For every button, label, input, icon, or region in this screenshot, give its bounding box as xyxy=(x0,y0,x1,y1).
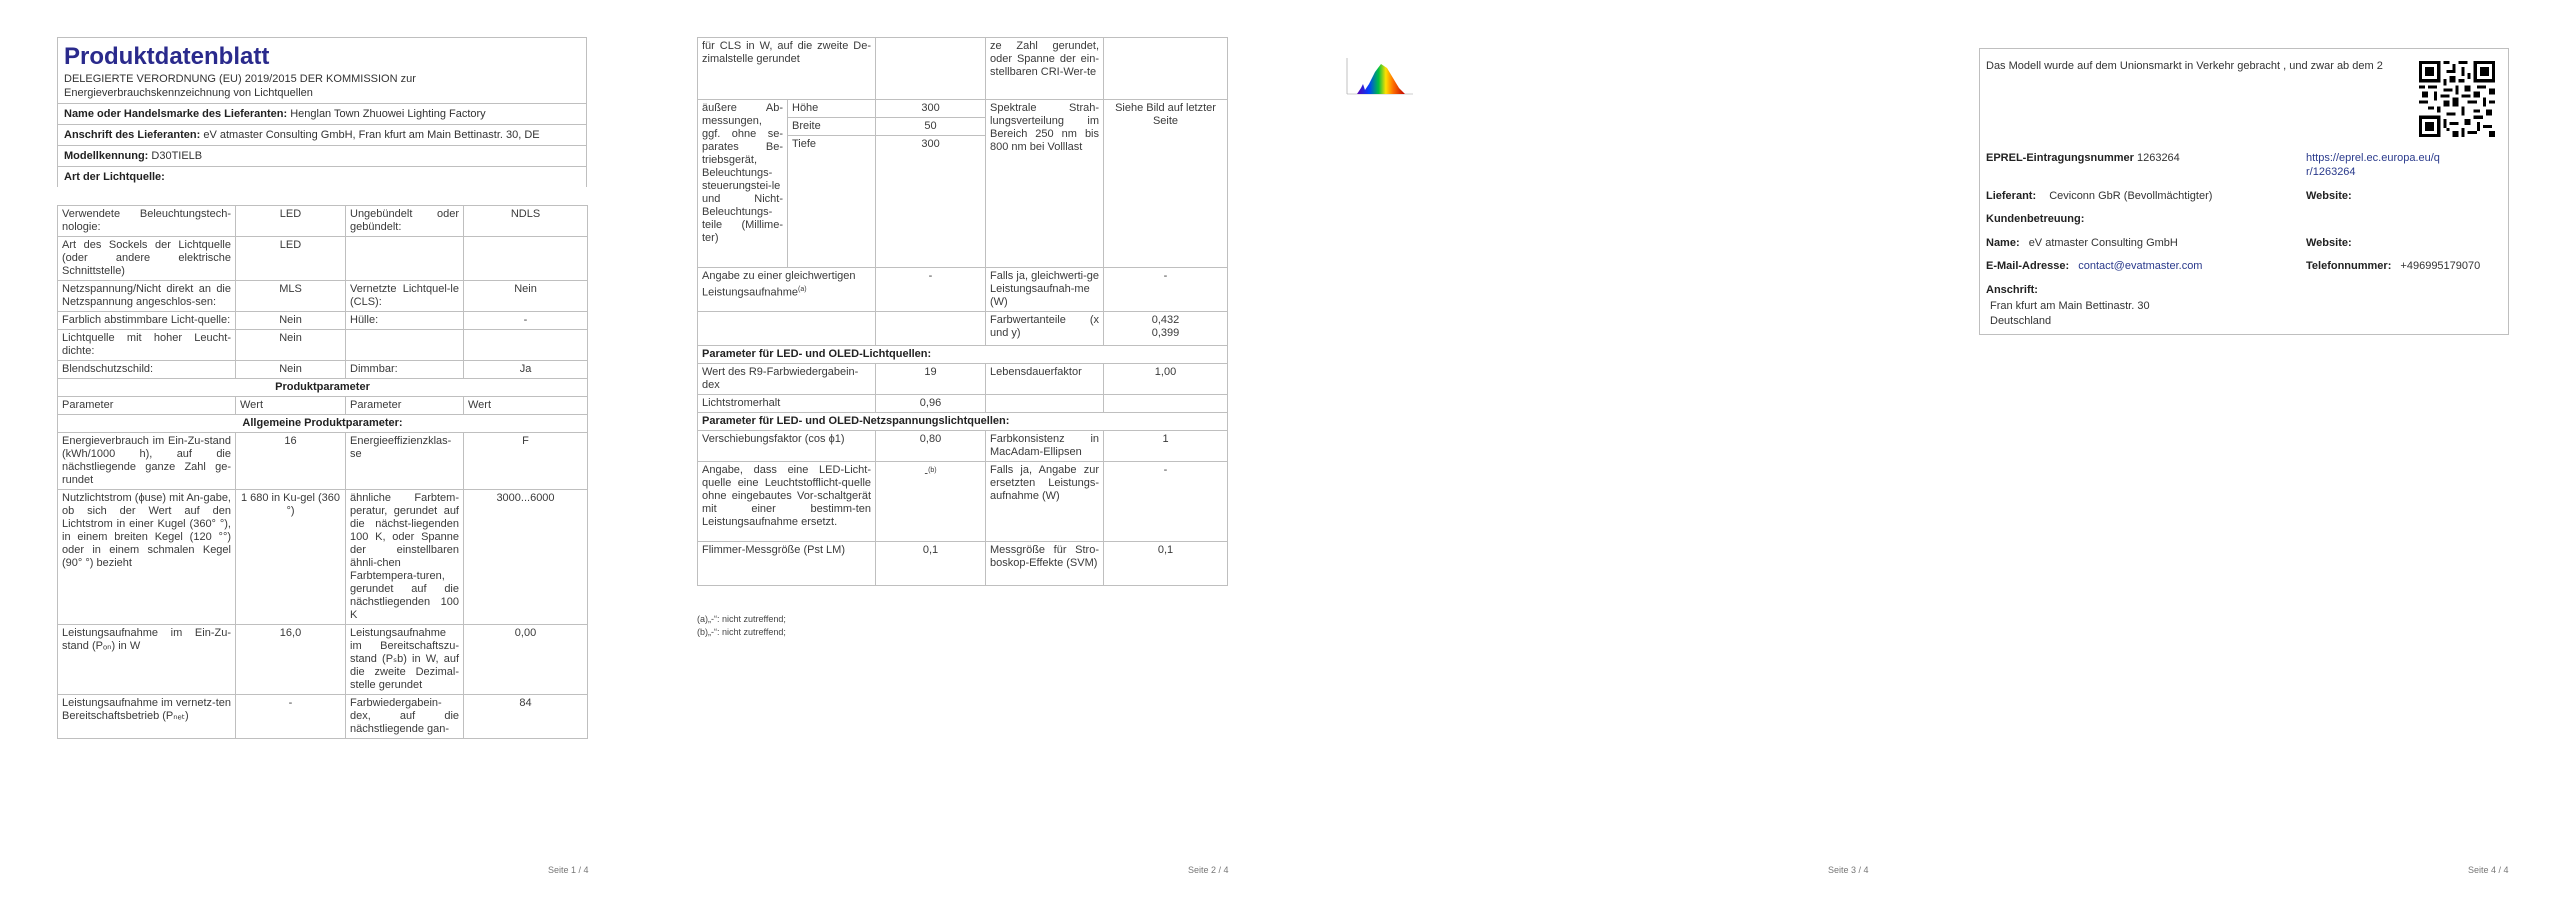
dimensions-label: äußere Ab-messungen, ggf. ohne se-parates Be-triebsgerät, Beleuchtungs-steuerungstei-le und Nicht-Beleuchtungs-teile (Millime-ter) xyxy=(698,100,788,268)
dim-key: Höhe xyxy=(788,100,876,118)
page-number: Seite 4 / 4 xyxy=(2468,865,2509,875)
address-label: Anschrift: xyxy=(1986,284,2038,296)
eprel-link[interactable]: https://eprel.ec.europa.eu/qr/1263264 xyxy=(2306,152,2440,178)
value-cell: MLS xyxy=(236,281,346,312)
dim-key: Breite xyxy=(788,118,876,136)
flicker-param: Flimmer-Messgröße (Pst LM) xyxy=(698,542,876,586)
displacement-factor-param: Verschiebungsfaktor (cos ϕ1) xyxy=(698,431,876,462)
supplier-address-value: eV atmaster Consulting GmbH, Fran kfurt am Main Bettinastr. 30, DE xyxy=(203,129,540,141)
page-number: Seite 1 / 4 xyxy=(548,865,589,875)
equivalent-power-param-2: Falls ja, gleichwerti-ge Leistungsaufnah-me (W) xyxy=(986,268,1104,312)
chromaticity-value: 0,432 0,399 xyxy=(1104,312,1228,346)
col-value: Wert xyxy=(464,397,588,415)
model-value: D30TIELB xyxy=(151,150,203,162)
dim-value: 300 xyxy=(876,136,986,268)
dim-value: 300 xyxy=(876,100,986,118)
value-cell: 16 xyxy=(236,433,346,490)
led-replacement-value: -$^{(b)}$ xyxy=(876,462,986,542)
param-cell: Verwendete Beleuchtungstech-nologie: xyxy=(58,206,236,237)
param-cell: Farblich abstimmbare Licht-quelle: xyxy=(58,312,236,330)
eprel-value: 1263264 xyxy=(2136,152,2180,164)
equivalent-power-param: Angabe zu einer gleichwertigen Leistungsaufnahme$^{(a)}$ xyxy=(698,268,876,312)
market-placement-text: Das Modell wurde auf dem Unionsmarkt in Verkehr gebracht , und zwar ab dem 2 xyxy=(1986,60,2383,72)
table-row xyxy=(58,625,588,695)
lifetime-value: 1,00 xyxy=(1104,364,1228,395)
supplier-address-label: Anschrift des Lieferanten: xyxy=(64,129,201,141)
name-value: eV atmaster Consulting GmbH xyxy=(2028,237,2178,249)
param-cell: ähnliche Farbtem-peratur, gerundet auf die nächst-liegenden 100 K, oder Spanne der einstellbaren ähnli-chen Farbtempera-turen, gerundet auf die nächstliegenden 100 K xyxy=(346,490,464,625)
flicker-value: 0,1 xyxy=(876,542,986,586)
param-cell: Hülle: xyxy=(346,312,464,330)
table-row xyxy=(58,312,588,330)
value-cell: LED xyxy=(236,206,346,237)
light-type-label: Art der Lichtquelle: xyxy=(64,171,165,183)
value-cell: - xyxy=(236,695,346,739)
table-row xyxy=(58,206,588,237)
table-row xyxy=(58,361,588,379)
param-cell: Nutzlichtstrom (ϕuse) mit An-gabe, ob sich der Wert auf den Lichtstrom in einer Kugel (360° °), in einem breiten Kegel (120 °°) oder in einem schmalen Kegel (90° °) bezieht xyxy=(58,490,236,625)
value-cell: Ja xyxy=(464,361,588,379)
r9-value: 19 xyxy=(876,364,986,395)
website-label: Website: xyxy=(2306,190,2352,202)
dim-value: 50 xyxy=(876,118,986,136)
replaced-power-param: Falls ja, Angabe zur ersetzten Leistungs-aufnahme (W) xyxy=(986,462,1104,542)
param-cell: Leistungsaufnahme im vernetz-ten Bereitschaftsbetrieb (Pₙₑₜ) xyxy=(58,695,236,739)
lumen-maintenance-value: 0,96 xyxy=(876,395,986,413)
spectral-value: Siehe Bild auf letzter Seite xyxy=(1104,100,1228,268)
value-cell: Nein xyxy=(464,281,588,312)
page-number: Seite 2 / 4 xyxy=(1188,865,1229,875)
supplier-name-label: Name oder Handelsmarke des Lieferanten: xyxy=(64,108,288,120)
website2-label: Website: xyxy=(2306,237,2352,249)
color-consistency-param: Farbkonsistenz in MacAdam-Ellipsen xyxy=(986,431,1104,462)
led-replacement-param: Angabe, dass eine LED-Licht-quelle eine Leuchtstofflicht-quelle ohne eingebautes Vor-schaltgerät mit einer bestimm-ten Leistungsaufnahme ersetzt. xyxy=(698,462,876,542)
value-cell: 3000...6000 xyxy=(464,490,588,625)
supplier-value: Ceviconn GbR (Bevollmächtigter) xyxy=(2049,190,2213,202)
qr-code[interactable] xyxy=(2419,61,2495,141)
product-params-heading: Produktparameter xyxy=(58,379,588,397)
param-cell: Lichtquelle mit hoher Leucht-dichte: xyxy=(58,330,236,361)
regulation-subtitle: DELEGIERTE VERORDNUNG (EU) 2019/2015 DER KOMMISSION zur Energieverbrauchskennzeichnung von Lichtquellen xyxy=(64,73,416,99)
col-value: Wert xyxy=(236,397,346,415)
eprel-label: EPREL-Eintragungsnummer xyxy=(1986,152,2134,164)
value-cell: LED xyxy=(236,237,346,281)
light-type-table xyxy=(57,205,588,739)
phone-value: +496995179070 xyxy=(2400,260,2481,272)
table-row xyxy=(58,330,588,361)
param-cell xyxy=(346,237,464,281)
stroboscopic-value: 0,1 xyxy=(1104,542,1228,586)
param-cell: Vernetzte Lichtquel-le (CLS): xyxy=(346,281,464,312)
document-title: Produktdatenblatt xyxy=(64,43,270,70)
value-cell: Nein xyxy=(236,312,346,330)
table-row xyxy=(58,433,588,490)
parameters-table-continued xyxy=(697,37,1228,586)
value-cell: - xyxy=(464,312,588,330)
spectral-param: Spektrale Strah-lungsverteilung im Bereich 250 nm bis 800 nm bei Volllast xyxy=(986,100,1104,268)
r9-param: Wert des R9-Farbwiedergabein-dex xyxy=(698,364,876,395)
param-cell: Leistungsaufnahme im Ein-Zu-stand (Pₒₙ) in W xyxy=(58,625,236,695)
cls-standby-param: für CLS in W, auf die zweite De-zimalstelle gerundet xyxy=(698,38,876,100)
param-cell xyxy=(346,330,464,361)
page-4 xyxy=(1920,0,2560,905)
param-cell: Dimmbar: xyxy=(346,361,464,379)
param-cell: Blendschutzschild: xyxy=(58,361,236,379)
col-param: Parameter xyxy=(346,397,464,415)
value-cell xyxy=(464,330,588,361)
displacement-factor-value: 0,80 xyxy=(876,431,986,462)
equivalent-power-value-2: - xyxy=(1104,268,1228,312)
spectral-distribution-image xyxy=(1343,54,1417,100)
led-params-heading: Parameter für LED- und OLED-Lichtquellen: xyxy=(698,346,1228,364)
stroboscopic-param: Messgröße für Stro-boskop-Effekte (SVM) xyxy=(986,542,1104,586)
supplier-label: Lieferant: xyxy=(1986,190,2037,202)
color-consistency-value: 1 xyxy=(1104,431,1228,462)
value-cell xyxy=(464,237,588,281)
chromaticity-param: Farbwertanteile (x und y) xyxy=(986,312,1104,346)
mains-params-heading: Parameter für LED- und OLED-Netzspannungslichtquellen: xyxy=(698,413,1228,431)
col-param: Parameter xyxy=(58,397,236,415)
value-cell: NDLS xyxy=(464,206,588,237)
replaced-power-value: - xyxy=(1104,462,1228,542)
address-line-2: Deutschland xyxy=(1990,315,2052,327)
page-1-clip xyxy=(0,205,640,838)
email-link[interactable]: contact@evatmaster.com xyxy=(2078,260,2203,272)
equivalent-power-value: - xyxy=(876,268,986,312)
footnote-a: (a)„-“: nicht zutreffend; xyxy=(697,614,786,624)
value-cell: Nein xyxy=(236,330,346,361)
phone-label: Telefonnummer: xyxy=(2306,260,2392,272)
model-label: Modellkennung: xyxy=(64,150,149,162)
email-label: E-Mail-Adresse: xyxy=(1986,260,2070,272)
value-cell: 84 xyxy=(464,695,588,739)
table-row xyxy=(58,281,588,312)
supplier-name-value: Henglan Town Zhuowei Lighting Factory xyxy=(290,108,486,120)
param-cell: Ungebündelt oder gebündelt: xyxy=(346,206,464,237)
value-cell: F xyxy=(464,433,588,490)
param-cell: Energieeffizienzklas-se xyxy=(346,433,464,490)
value-cell: 0,00 xyxy=(464,625,588,695)
footnote-b: (b)„-“: nicht zutreffend; xyxy=(697,627,786,637)
page-2 xyxy=(640,0,1280,905)
page-3 xyxy=(1280,0,1920,905)
address-line-1: Fran kfurt am Main Bettinastr. 30 xyxy=(1990,300,2150,312)
table-row xyxy=(58,695,588,739)
param-cell: Energieverbrauch im Ein-Zu-stand (kWh/1000 h), auf die nächstliegende ganze Zahl ge-rundet xyxy=(58,433,236,490)
value-cell: 16,0 xyxy=(236,625,346,695)
param-cell: Art des Sockels der Lichtquelle (oder andere elektrische Schnittstelle) xyxy=(58,237,236,281)
lumen-maintenance-param: Lichtstromerhalt xyxy=(698,395,876,413)
cri-param: ze Zahl gerundet, oder Spanne der ein-stellbaren CRI-Wer-te xyxy=(986,38,1104,100)
param-cell: Farbwiedergabein-dex, auf die nächstliegende gan- xyxy=(346,695,464,739)
table-row xyxy=(58,237,588,281)
param-cell: Netzspannung/Nicht direkt an die Netzspannung angeschlos-sen: xyxy=(58,281,236,312)
lifetime-param: Lebensdauerfaktor xyxy=(986,364,1104,395)
page-number: Seite 3 / 4 xyxy=(1828,865,1869,875)
general-params-heading: Allgemeine Produktparameter: xyxy=(58,415,588,433)
value-cell: Nein xyxy=(236,361,346,379)
page-1 xyxy=(0,0,640,905)
table-row xyxy=(58,490,588,625)
supplier-info-box xyxy=(1979,48,2509,335)
dim-key: Tiefe xyxy=(788,136,876,268)
param-cell: Leistungsaufnahme im Bereitschaftszu-stand (Pₛb) in W, auf die zweite Dezimal-stelle gerundet xyxy=(346,625,464,695)
value-cell: 1 680 in Ku-gel (360 °) xyxy=(236,490,346,625)
name-label: Name: xyxy=(1986,237,2020,249)
customer-service-label: Kundenbetreuung: xyxy=(1986,213,2085,225)
